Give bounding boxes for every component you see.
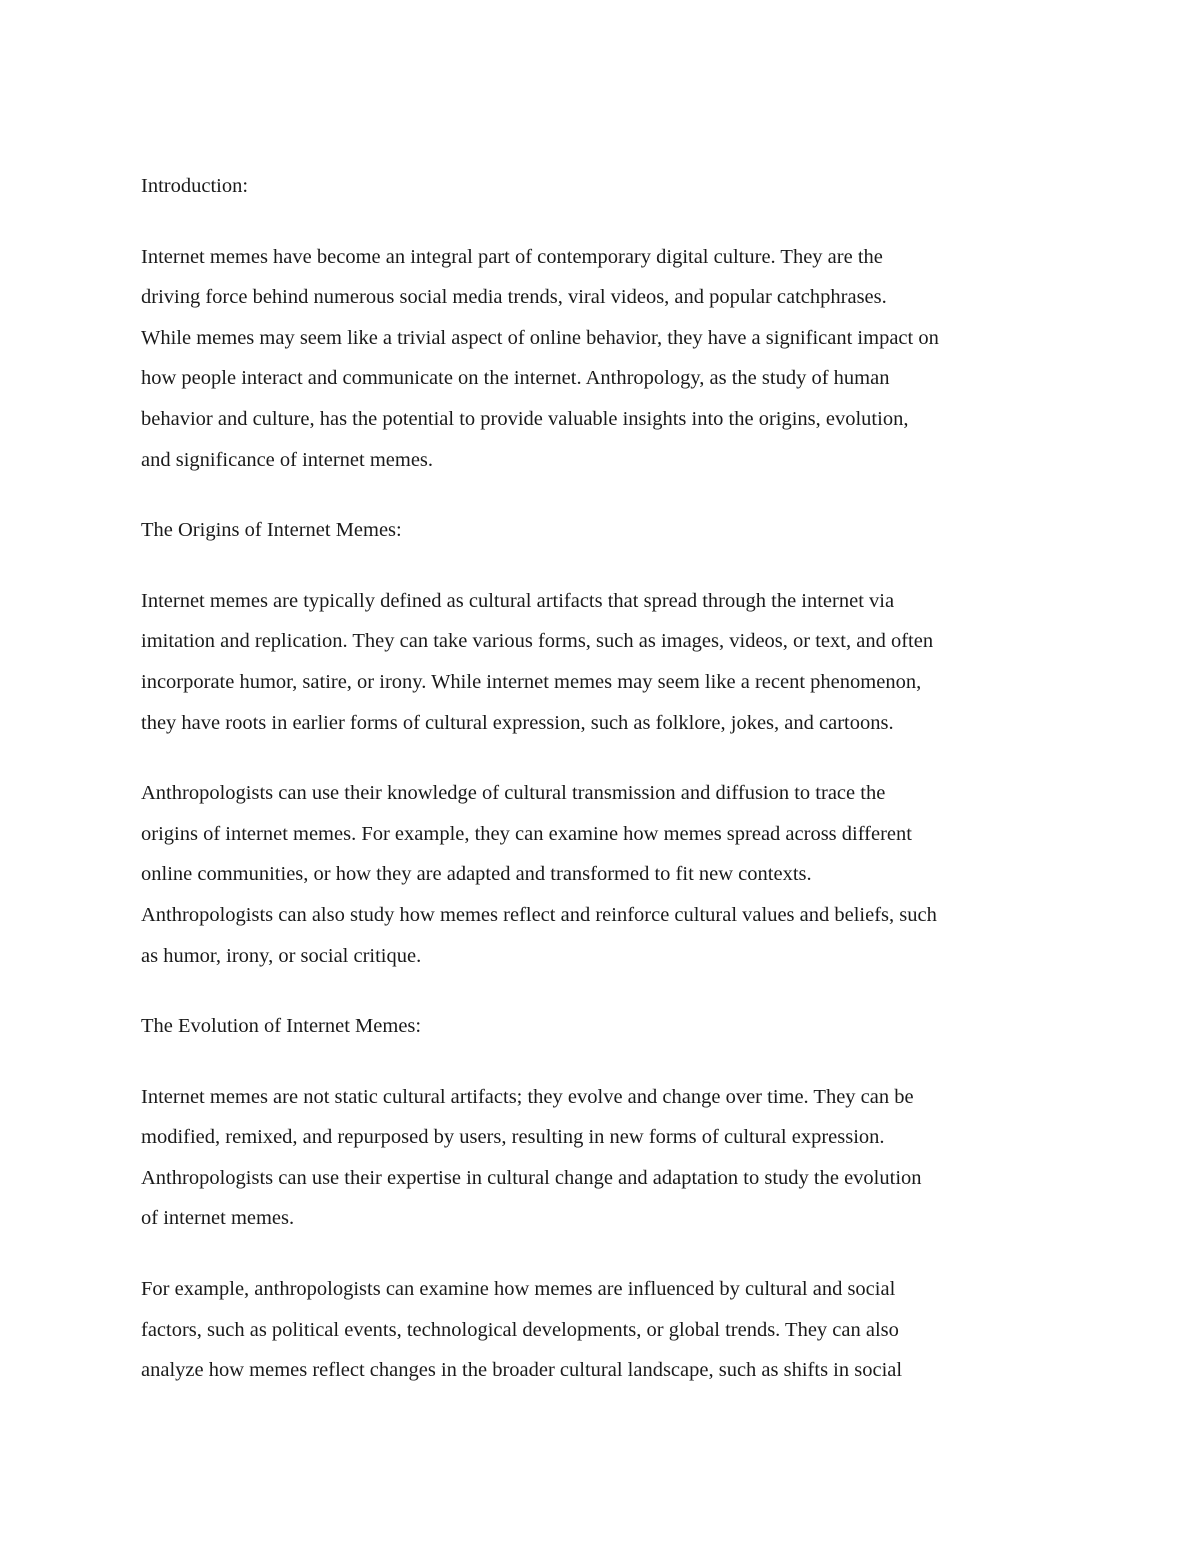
paragraph-evolution-change bbox=[141, 1077, 1071, 1239]
text-line: imitation and replication. They can take various forms, such as images, videos, or text, and often bbox=[141, 630, 934, 653]
text-line: and significance of internet memes. bbox=[141, 448, 434, 471]
paragraph-introduction bbox=[141, 237, 1071, 481]
text-line: Anthropologists can use their expertise in cultural change and adaptation to study the evolution bbox=[141, 1166, 922, 1189]
text-line: For example, anthropologists can examine how memes are influenced by cultural and social bbox=[141, 1278, 896, 1301]
section-heading-evolution bbox=[141, 1006, 1071, 1047]
text-line: behavior and culture, has the potential to provide valuable insights into the origins, evolution, bbox=[141, 407, 909, 430]
paragraph-evolution-example bbox=[141, 1269, 1071, 1391]
text-line: Introduction: bbox=[141, 175, 249, 197]
text-line: Anthropologists can use their knowledge of cultural transmission and diffusion to trace the bbox=[141, 782, 886, 805]
text-line: factors, such as political events, technological developments, or global trends. They can also bbox=[141, 1318, 899, 1341]
text-line: of internet memes. bbox=[141, 1207, 295, 1230]
text-line: modified, remixed, and repurposed by users, resulting in new forms of cultural expression. bbox=[141, 1126, 885, 1149]
text-line: driving force behind numerous social media trends, viral videos, and popular catchphrases. bbox=[141, 286, 887, 309]
text-line: as humor, irony, or social critique. bbox=[141, 944, 422, 967]
text-line: Internet memes are typically defined as cultural artifacts that spread through the internet via bbox=[141, 589, 895, 612]
text-line: analyze how memes reflect changes in the broader cultural landscape, such as shifts in social bbox=[141, 1359, 903, 1382]
text-line: incorporate humor, satire, or irony. While internet memes may seem like a recent phenomenon, bbox=[141, 670, 922, 693]
text-line: Internet memes are not static cultural artifacts; they evolve and change over time. They can be bbox=[141, 1085, 914, 1108]
text-line: While memes may seem like a trivial aspect of online behavior, they have a significant impact on bbox=[141, 326, 939, 349]
text-line: they have roots in earlier forms of cultural expression, such as folklore, jokes, and cartoons. bbox=[141, 711, 894, 734]
text-line: Anthropologists can also study how memes reflect and reinforce cultural values and beliefs, such bbox=[141, 903, 937, 926]
paragraph-origins-anthropologists bbox=[141, 773, 1071, 976]
text-line: The Origins of Internet Memes: bbox=[141, 519, 402, 542]
text-line: The Evolution of Internet Memes: bbox=[141, 1015, 422, 1038]
section-heading-introduction bbox=[141, 166, 1071, 207]
paragraph-origins-definition bbox=[141, 581, 1071, 743]
text-line: online communities, or how they are adapted and transformed to fit new contexts. bbox=[141, 863, 812, 886]
document-body bbox=[141, 166, 1071, 1421]
text-line: origins of internet memes. For example, they can examine how memes spread across different bbox=[141, 822, 912, 845]
text-line: Internet memes have become an integral part of contemporary digital culture. They are the bbox=[141, 245, 883, 268]
text-line: how people interact and communicate on the internet. Anthropology, as the study of human bbox=[141, 367, 890, 390]
section-heading-origins bbox=[141, 510, 1071, 551]
